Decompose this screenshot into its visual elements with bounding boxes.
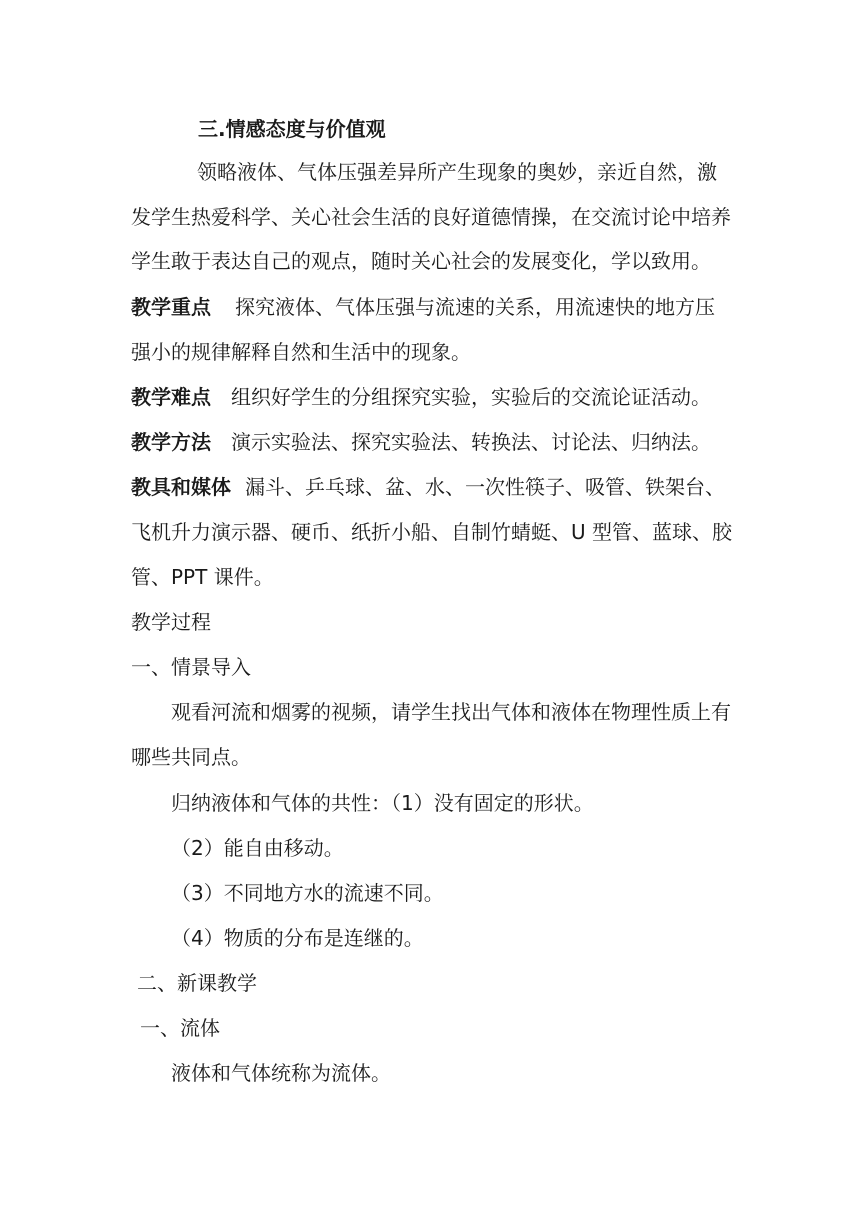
key-points-line-1 <box>131 293 715 321</box>
tools-line-1 <box>131 473 725 501</box>
section-new-lesson-heading: 二、新课教学 <box>137 971 257 995</box>
difficulties-label: 教学难点 <box>131 385 211 409</box>
summary-item-2: （2）能自由移动。 <box>171 836 344 860</box>
summary-line-1: 归纳液体和气体的共性：（1）没有固定的形状。 <box>171 791 594 815</box>
intro-paragraph-line-1: 观看河流和烟雾的视频，请学生找出气体和液体在物理性质上有 <box>171 700 731 724</box>
intro-paragraph-line-2: 哪些共同点。 <box>131 745 251 769</box>
fluid-definition: 液体和气体统称为流体。 <box>171 1061 391 1085</box>
emotion-paragraph-line-1: 领略液体、气体压强差异所产生现象的奥妙，亲近自然，激 <box>197 160 717 184</box>
section-heading-emotion: 三.情感态度与价值观 <box>198 117 386 141</box>
section-intro-heading: 一、情景导入 <box>131 655 251 679</box>
tools-line-2: 飞机升力演示器、硬币、纸折小船、自制竹蜻蜓、U 型管、蓝球、胶 <box>131 520 732 544</box>
key-points-line-2: 强小的规律解释自然和生活中的现象。 <box>131 340 471 364</box>
tools-line-3: 管、PPT 课件。 <box>131 565 274 589</box>
difficulties-line <box>131 383 711 411</box>
tools-text: 漏斗、乒乓球、盆、水、一次性筷子、吸管、铁架台、 <box>245 475 725 499</box>
subsection-fluid-heading: 一、流体 <box>140 1016 220 1040</box>
methods-line <box>131 428 711 456</box>
methods-label: 教学方法 <box>131 430 211 454</box>
key-points-text: 探究液体、气体压强与流速的关系，用流速快的地方压 <box>235 295 715 319</box>
tools-label: 教具和媒体 <box>131 475 231 499</box>
summary-item-3: （3）不同地方水的流速不同。 <box>171 881 444 905</box>
process-title: 教学过程 <box>131 610 211 634</box>
emotion-paragraph-line-3: 学生敢于表达自己的观点，随时关心社会的发展变化，学以致用。 <box>131 249 711 273</box>
summary-item-4: （4）物质的分布是连继的。 <box>171 926 424 950</box>
difficulties-text: 组织好学生的分组探究实验，实验后的交流论证活动。 <box>231 385 711 409</box>
methods-text: 演示实验法、探究实验法、转换法、讨论法、归纳法。 <box>231 430 711 454</box>
key-points-label: 教学重点 <box>131 295 211 319</box>
emotion-paragraph-line-2: 发学生热爱科学、关心社会生活的良好道德情操，在交流讨论中培养 <box>131 205 731 229</box>
